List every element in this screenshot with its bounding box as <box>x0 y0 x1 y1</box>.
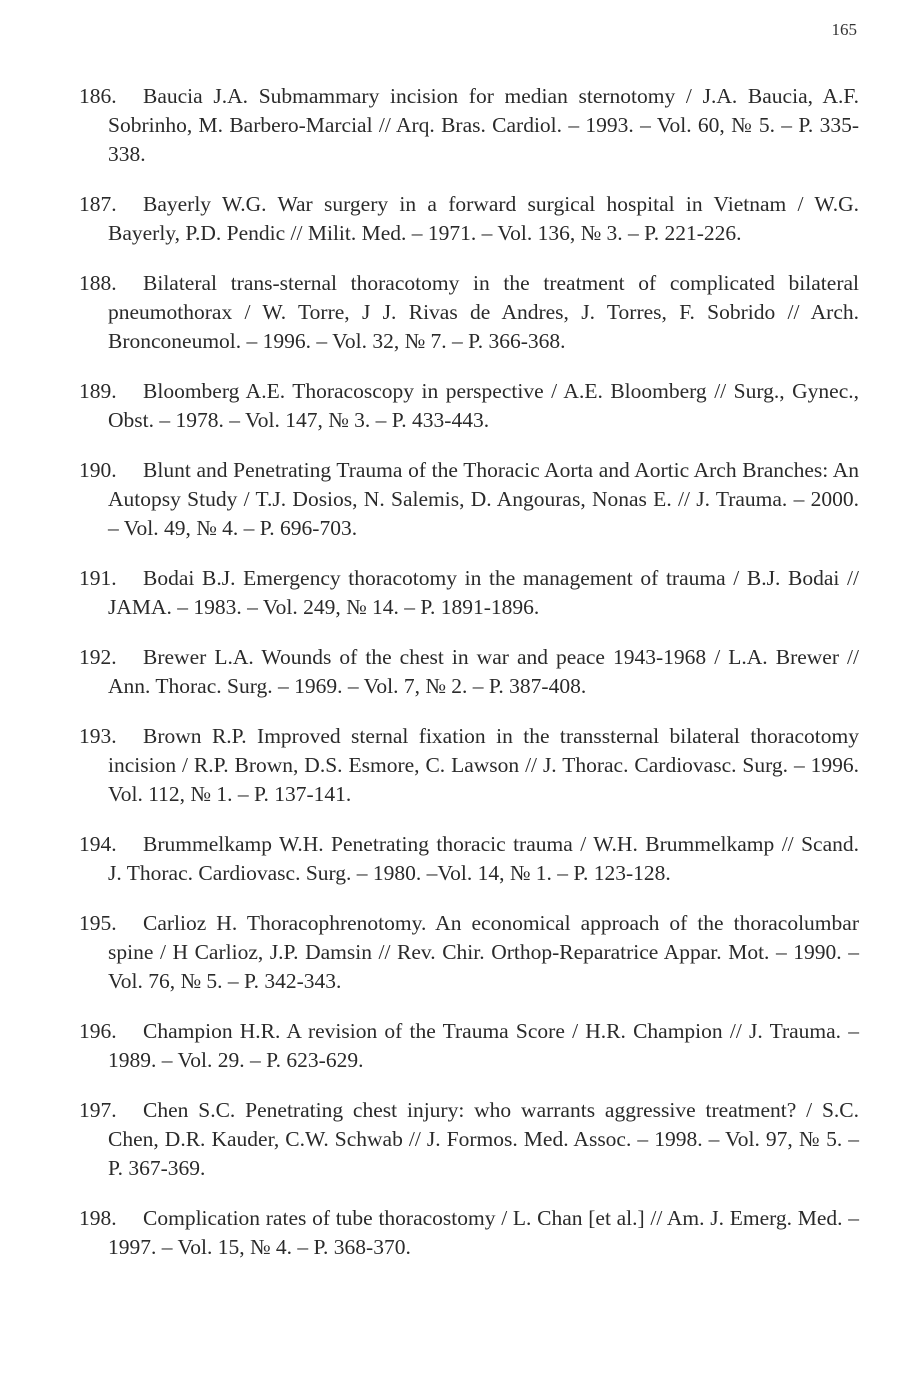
reference-number: 195. <box>79 911 117 935</box>
reference-number: 196. <box>79 1019 117 1043</box>
reference-text: Bilateral trans-sternal thoracotomy in the treatment of complicated bilateral pneumothorax / W. Torre, J J. Rivas de Andres, J. Torres, F. Sobrido // Arch. Bronconeumol. – 1996. – Vol. 32, № 7. – P. 366-368. <box>108 271 859 353</box>
reference-text: Bloomberg A.E. Thoracoscopy in perspective / A.E. Bloomberg // Surg., Gynec., Obst. – 1978. – Vol. 147, № 3. – P. 433-443. <box>108 379 859 432</box>
reference-item-198 <box>79 1204 859 1262</box>
reference-number: 197. <box>79 1098 117 1122</box>
reference-item-196 <box>79 1017 859 1075</box>
reference-item-190 <box>79 456 859 543</box>
reference-item-187 <box>79 190 859 248</box>
reference-text: Brewer L.A. Wounds of the chest in war and peace 1943-1968 / L.A. Brewer // Ann. Thorac. Surg. – 1969. – Vol. 7, № 2. – P. 387-408. <box>108 645 859 698</box>
reference-text: Brummelkamp W.H. Penetrating thoracic trauma / W.H. Brummelkamp // Scand. J. Thorac. Cardiovasc. Surg. – 1980. –Vol. 14, № 1. – P. 123-128. <box>108 832 859 885</box>
reference-number: 189. <box>79 379 117 403</box>
reference-item-192 <box>79 643 859 701</box>
reference-list <box>79 82 859 1283</box>
reference-number: 194. <box>79 832 117 856</box>
reference-number: 198. <box>79 1206 117 1230</box>
reference-item-195 <box>79 909 859 996</box>
reference-item-188 <box>79 269 859 356</box>
reference-item-186 <box>79 82 859 169</box>
page-number: 165 <box>831 20 857 39</box>
reference-number: 192. <box>79 645 117 669</box>
reference-text: Brown R.P. Improved sternal fixation in the transsternal bilateral thoracotomy incision / R.P. Brown, D.S. Esmore, C. Lawson // J. Thorac. Cardiovasc. Surg. – 1996. Vol. 112, № 1. – P. 137-141. <box>108 724 859 806</box>
reference-text: Complication rates of tube thoracostomy / L. Chan [et al.] // Am. J. Emerg. Med. – 1997. – Vol. 15, № 4. – P. 368-370. <box>108 1206 859 1259</box>
reference-text: Bodai B.J. Emergency thoracotomy in the management of trauma / B.J. Bodai // JAMA. – 1983. – Vol. 249, № 14. – P. 1891-1896. <box>108 566 859 619</box>
reference-text: Baucia J.A. Submammary incision for median sternotomy / J.A. Baucia, A.F. Sobrinho, M. Barbero-Marcial // Arq. Bras. Cardiol. – 1993. – Vol. 60, № 5. – P. 335-338. <box>108 84 859 166</box>
reference-number: 187. <box>79 192 117 216</box>
reference-text: Carlioz H. Thoracophrenotomy. An economical approach of the thoracolumbar spine / H Carlioz, J.P. Damsin // Rev. Chir. Orthop-Reparatrice Appar. Mot. – 1990. – Vol. 76, № 5. – P. 342-343. <box>108 911 859 993</box>
reference-item-197 <box>79 1096 859 1183</box>
reference-text: Blunt and Penetrating Trauma of the Thoracic Aorta and Aortic Arch Branches: An Autopsy Study / T.J. Dosios, N. Salemis, D. Angouras, Nonas E. // J. Trauma. – 2000. – Vol. 49, № 4. – P. 696-703. <box>108 458 859 540</box>
reference-number: 190. <box>79 458 117 482</box>
reference-number: 193. <box>79 724 117 748</box>
reference-number: 191. <box>79 566 117 590</box>
reference-item-193 <box>79 722 859 809</box>
reference-text: Champion H.R. A revision of the Trauma Score / H.R. Champion // J. Trauma. – 1989. – Vol. 29. – P. 623-629. <box>108 1019 859 1072</box>
reference-item-191 <box>79 564 859 622</box>
reference-text: Bayerly W.G. War surgery in a forward surgical hospital in Vietnam / W.G. Bayerly, P.D. Pendic // Milit. Med. – 1971. – Vol. 136, № 3. – P. 221-226. <box>108 192 859 245</box>
reference-number: 186. <box>79 84 117 108</box>
reference-text: Chen S.C. Penetrating chest injury: who warrants aggressive treatment? / S.C. Chen, D.R. Kauder, C.W. Schwab // J. Formos. Med. Assoc. – 1998. – Vol. 97, № 5. – P. 367-369. <box>108 1098 859 1180</box>
reference-item-189 <box>79 377 859 435</box>
reference-item-194 <box>79 830 859 888</box>
reference-number: 188. <box>79 271 117 295</box>
